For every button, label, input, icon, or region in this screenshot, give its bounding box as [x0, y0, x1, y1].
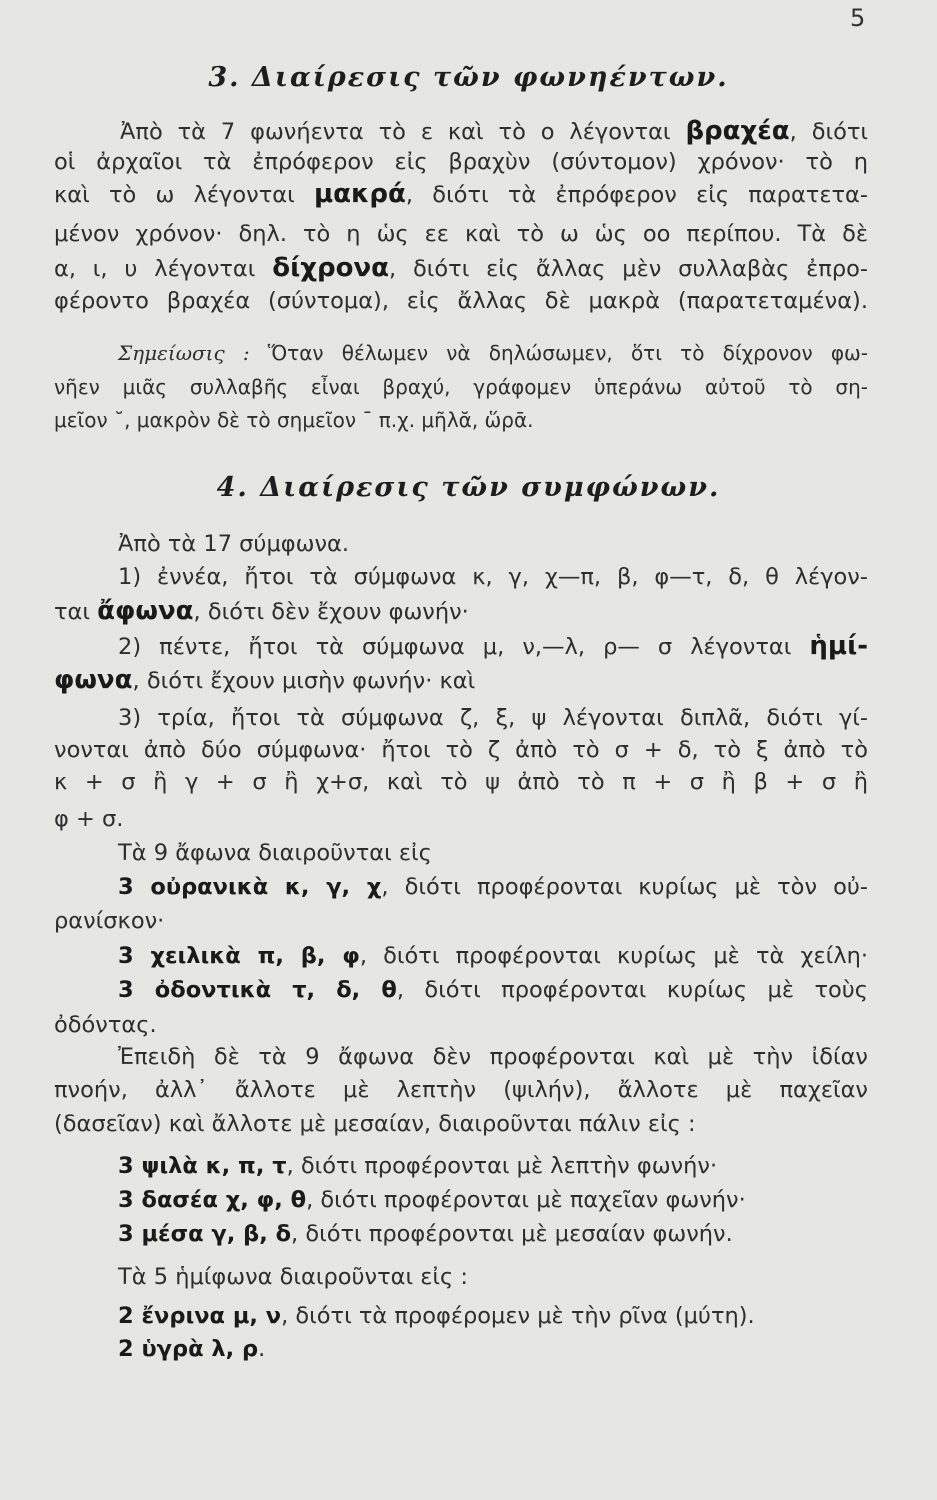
text-line: μένον χρόνον· δηλ. τὸ η ὡς εε καὶ τὸ ω ὡς οο περίπου. Τὰ δὲ — [54, 221, 868, 247]
text-line: Ἐπειδὴ δὲ τὰ 9 ἄφωνα δὲν προφέρονται καὶ μὲ τὴν ἰδίαν — [118, 1044, 868, 1070]
text-line: 3 δασέα χ, φ, θ, διότι προφέρονται μὲ παχεῖαν φωνήν· — [118, 1187, 746, 1213]
note-label: Σημείωσις : — [118, 341, 250, 365]
text-line: 2) πέντε, ἤτοι τὰ σύμφωνα μ, ν,—λ, ρ— σ λέγονται ἡμί- — [118, 631, 868, 661]
text-line: 3 οὐρανικὰ κ, γ, χ, διότι προφέρονται κυρίως μὲ τὸν οὐ- — [118, 874, 868, 900]
text-line: 2 ἔνρινα μ, ν, διότι τὰ προφέρομεν μὲ τὴν ρῖνα (μύτη). — [118, 1303, 755, 1329]
section-4-heading: 4. Διαίρεσις τῶν συμφώνων. — [216, 472, 721, 503]
text-line: ὀδόντας. — [54, 1012, 157, 1038]
text-line: Ἀπὸ τὰ 17 σύμφωνα. — [118, 531, 349, 557]
text-line: Ἀπὸ τὰ 7 φωνήεντα τὸ ε καὶ τὸ ο λέγονται βραχέα, διότι — [120, 116, 869, 146]
note-line: νῆεν μιᾶς συλλαβῆς εἶναι βραχύ, γράφομεν ὑπεράνω αὐτοῦ τὸ ση- — [54, 375, 868, 399]
text-line: οἱ ἀρχαῖοι τὰ ἐπρόφερον εἰς βραχὺν (σύντομον) χρόνον· τὸ η — [54, 149, 868, 175]
text-line: 3 χειλικὰ π, β, φ, διότι προφέρονται κυρίως μὲ τὰ χείλη· — [118, 943, 868, 969]
text-line: Τὰ 5 ἡμίφωνα διαιροῦνται εἰς : — [118, 1264, 468, 1290]
text-line: 3 ψιλὰ κ, π, τ, διότι προφέρονται μὲ λεπτὴν φωνήν· — [118, 1153, 718, 1179]
text-line: 1) ἐννέα, ἤτοι τὰ σύμφωνα κ, γ, χ—π, β, φ—τ, δ, θ λέγον- — [118, 564, 868, 590]
text-line: 3) τρία, ἤτοι τὰ σύμφωνα ζ, ξ, ψ λέγονται διπλᾶ, διότι γί- — [118, 705, 868, 731]
text-line: Τὰ 9 ἄφωνα διαιροῦνται εἰς — [118, 840, 432, 866]
text-line: φωνα, διότι ἔχουν μισὴν φωνήν· καὶ — [54, 665, 476, 695]
note-line: Σημείωσις : Ὅταν θέλωμεν νὰ δηλώσωμεν, ὅτι τὸ δίχρονον φω- — [118, 341, 868, 365]
note-line: μεῖον ˘, μακρὸν δὲ τὸ σημεῖον ¯ π.χ. μῆλᾰ, ὥρᾱ. — [54, 408, 534, 432]
text-line: 3 ὀδοντικὰ τ, δ, θ, διότι προφέρονται κυρίως μὲ τοὺς — [118, 977, 868, 1003]
text-line: 2 ὑγρὰ λ, ρ. — [118, 1336, 266, 1362]
text-line: ρανίσκον· — [54, 908, 165, 934]
text-line: καὶ τὸ ω λέγονται μακρά, διότι τὰ ἐπρόφερον εἰς παρατετα- — [54, 179, 868, 209]
text-line: πνοήν, ἀλλ᾽ ἄλλοτε μὲ λεπτὴν (ψιλήν), ἄλλοτε μὲ παχεῖαν — [54, 1077, 868, 1103]
text-line: φ + σ. — [54, 806, 124, 832]
text-line: φέροντο βραχέα (σύντομα), εἰς ἄλλας δὲ μακρὰ (παρατεταμένα). — [54, 288, 868, 314]
page-number: 5 — [850, 4, 866, 32]
text-line: 3 μέσα γ, β, δ, διότι προφέρονται μὲ μεσαίαν φωνήν. — [118, 1221, 733, 1247]
text-line: ται ἄφωνα, διότι δὲν ἔχουν φωνήν· — [54, 596, 469, 626]
text-line: νονται ἀπὸ δύο σύμφωνα· ἤτοι τὸ ζ ἀπὸ τὸ σ + δ, τὸ ξ ἀπὸ τὸ — [54, 737, 868, 763]
section-3-heading: 3. Διαίρεσις τῶν φωνηέντων. — [208, 62, 729, 93]
text-line: κ + σ ἢ γ + σ ἢ χ+σ, καὶ τὸ ψ ἀπὸ τὸ π + σ ἢ β + σ ἢ — [54, 769, 868, 795]
text-line: (δασεῖαν) καὶ ἄλλοτε μὲ μεσαίαν, διαιροῦνται πάλιν εἰς : — [54, 1111, 696, 1137]
text-line: α, ι, υ λέγονται δίχρονα, διότι εἰς ἄλλας μὲν συλλαβὰς ἐπρο- — [54, 253, 868, 283]
